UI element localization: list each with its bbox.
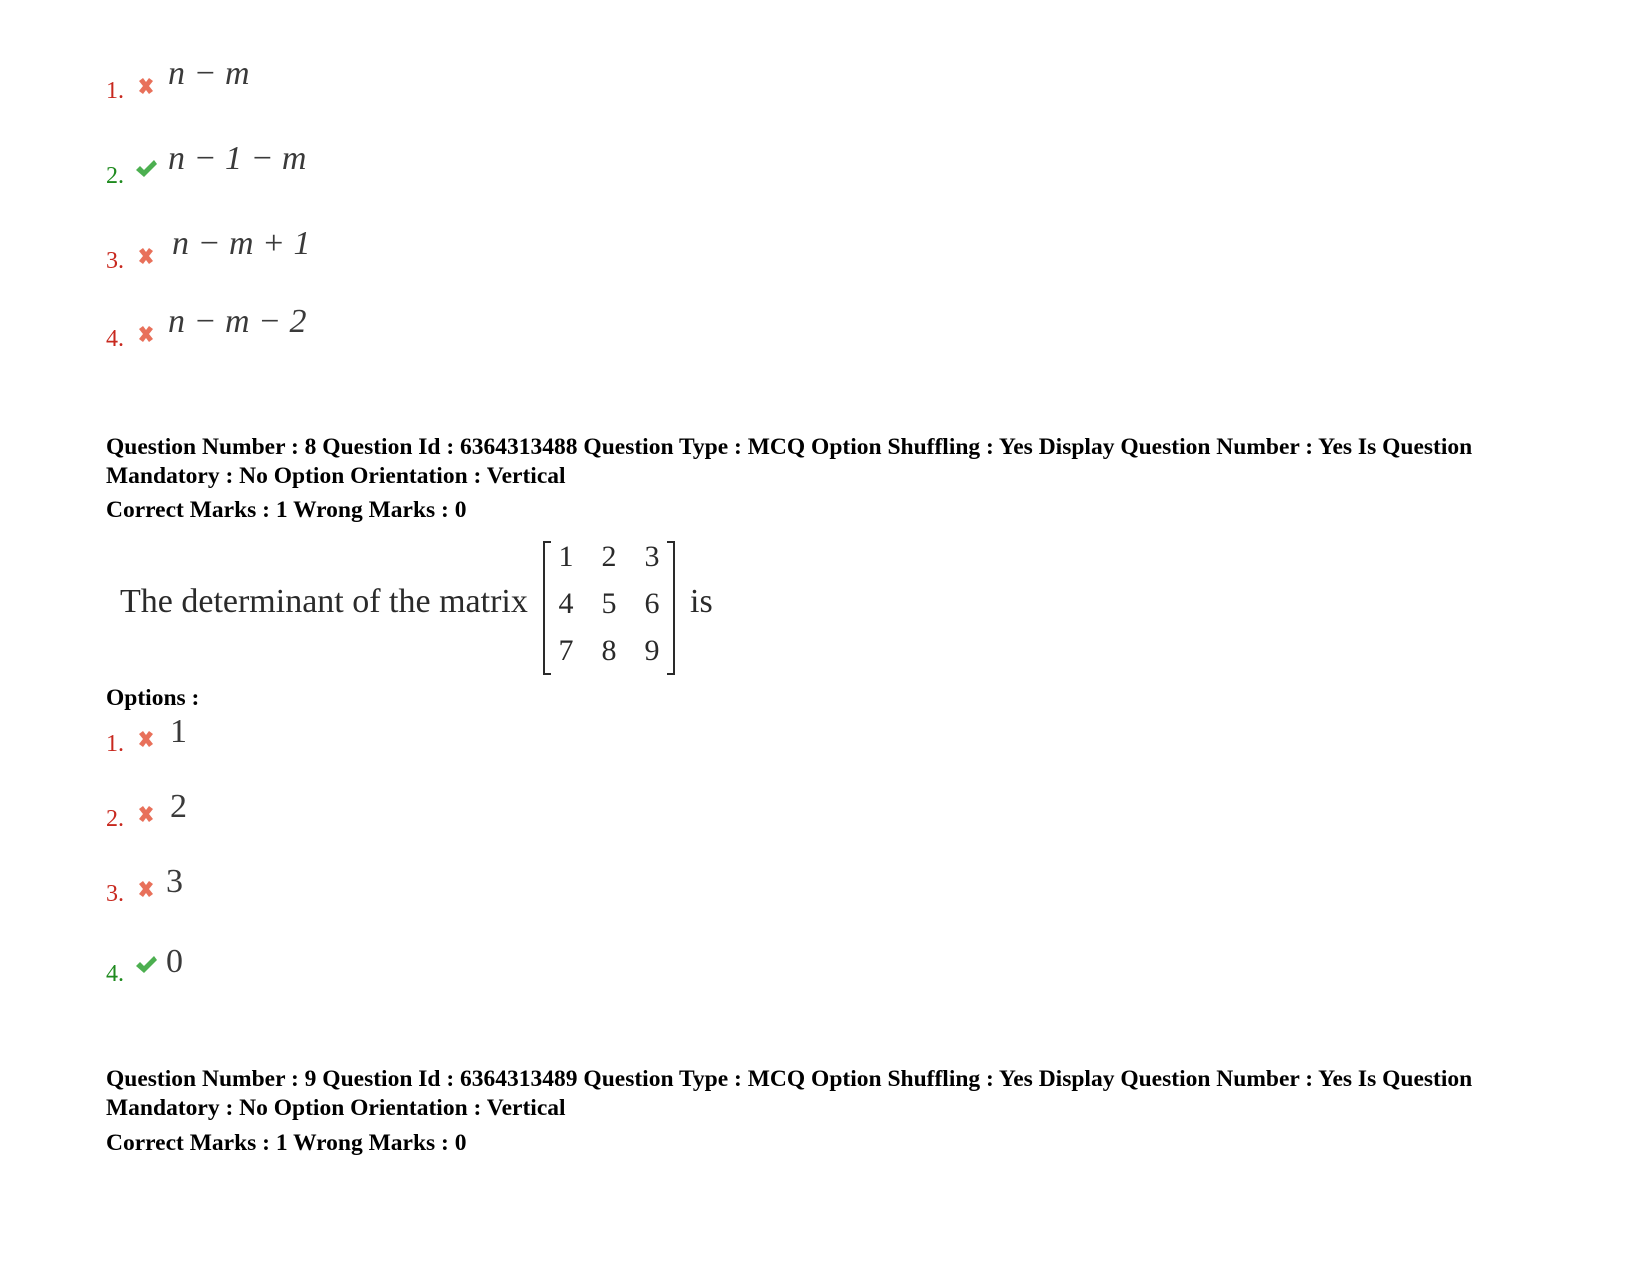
option-text: n − m + 1 <box>172 225 311 262</box>
cross-icon <box>134 244 158 268</box>
check-icon <box>134 953 158 977</box>
option-text: 3 <box>166 863 183 900</box>
option-number: 3. <box>106 248 124 274</box>
option-text: 2 <box>170 788 187 825</box>
option-text: 0 <box>166 943 183 980</box>
cross-icon <box>134 322 158 346</box>
matrix-cell: 9 <box>644 634 660 667</box>
option-number: 4. <box>106 326 124 352</box>
question-text-lead: The determinant of the matrix <box>120 583 528 620</box>
matrix-cell: 5 <box>601 587 617 620</box>
matrix-cell: 6 <box>644 587 660 620</box>
matrix-cell: 7 <box>558 634 574 667</box>
question-text-tail: is <box>690 583 713 620</box>
option-number: 2. <box>106 163 124 189</box>
matrix-cell: 8 <box>601 634 617 667</box>
option-text: n − 1 − m <box>168 140 307 177</box>
option-number: 4. <box>106 961 124 987</box>
question-9-meta: Question Number : 9 Question Id : 6364313489 Question Type : MCQ Option Shuffling : Yes Display Question Number : Yes Is Question Mandatory : No Option Orientation : Vertical <box>106 1066 1473 1121</box>
matrix-cell: 4 <box>558 587 574 620</box>
cross-icon <box>134 74 158 98</box>
cross-icon <box>134 877 158 901</box>
option-number: 1. <box>106 731 124 757</box>
option-text: n − m − 2 <box>168 303 307 340</box>
matrix-cell: 2 <box>601 540 617 573</box>
option-text: n − m <box>168 55 250 92</box>
option-number: 1. <box>106 78 124 104</box>
question-9-marks: Correct Marks : 1 Wrong Marks : 0 <box>106 1130 467 1156</box>
matrix-cell: 1 <box>558 540 574 573</box>
option-number: 3. <box>106 881 124 907</box>
matrix <box>541 540 677 676</box>
question-8-meta: Question Number : 8 Question Id : 6364313488 Question Type : MCQ Option Shuffling : Yes Display Question Number : Yes Is Question Mandatory : No Option Orientation : Vertical <box>106 434 1473 489</box>
question-8-text <box>120 540 740 680</box>
option-number: 2. <box>106 806 124 832</box>
cross-icon <box>134 802 158 826</box>
check-icon <box>134 157 158 181</box>
question-8-marks: Correct Marks : 1 Wrong Marks : 0 <box>106 497 467 523</box>
options-label: Options : <box>106 685 200 711</box>
option-text: 1 <box>170 713 187 750</box>
cross-icon <box>134 727 158 751</box>
matrix-cell: 3 <box>644 540 660 573</box>
